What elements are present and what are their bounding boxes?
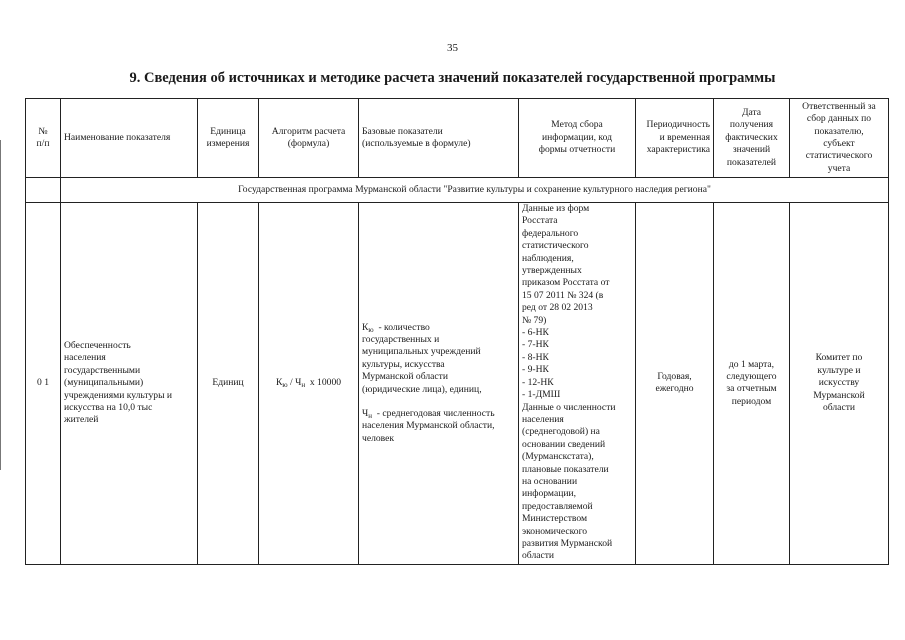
header-method: Метод сбора информации, код формы отчетности [519, 99, 636, 178]
section-title: 9. Сведения об источниках и методике расчета значений показателей государственной программы [129, 70, 776, 86]
base-indicators: $К_ю$ - количество государственных и муниципальных учреждений культуры, искусства Мурманской области (юридические лица), единиц, $Ч_н$ - среднегодовая численность населения Мурманской области, человек [359, 203, 519, 565]
page-number: 35 [447, 42, 458, 54]
header-unit: Единица измерения [198, 99, 259, 178]
indicators-table [25, 98, 889, 565]
periodicity: Годовая, ежегодно [636, 203, 714, 565]
header-periodicity: Периодичность и временная характеристика [636, 99, 714, 178]
data-receipt-date: до 1 марта, следующего за отчетным периодом [714, 203, 790, 565]
algorithm-formula: $К_ю / Ч_н$ х 10000 [259, 203, 359, 565]
indicator-name: Обеспеченность населения государственными (муниципальными) учреждениями культуры и искусства на 10,0 тыс жителей [61, 203, 198, 565]
program-name: Государственная программа Мурманской области "Развитие культуры и сохранение культурного наследия региона" [61, 178, 889, 203]
scan-edge-line [0, 140, 1, 470]
responsible-body: Комитет по культуре и искусству Мурманской области [790, 203, 889, 565]
table-row [26, 203, 889, 565]
header-num: № п/п [26, 99, 61, 178]
header-algorithm: Алгоритм расчета (формула) [259, 99, 359, 178]
header-indicator-name: Наименование показателя [61, 99, 198, 178]
collection-method: Данные из форм Росстата федерального статистического наблюдения, утвержденных приказом Росстата от 15 07 2011 № 324 (в ред от 28 02 2013 № 79) - 6-НК - 7-НК - 8-НК - 9-НК - 12-НК - 1-ДМШ Данные о численности населения (среднегодовой) на основании сведений (Мурманскстата), плановые показатели на основании информации, предоставляемой Министерством экономического развития Мурманской области [519, 203, 636, 565]
header-base-indicators: Базовые показатели (используемые в формуле) [359, 99, 519, 178]
program-row-blank-cell [26, 178, 61, 203]
row-number: 0 1 [26, 203, 61, 565]
header-date: Дата получения фактических значений показателей [714, 99, 790, 178]
unit-of-measure: Единиц [198, 203, 259, 565]
header-responsible: Ответственный за сбор данных по показателю, субъект статистического учета [790, 99, 889, 178]
table-header-row [26, 99, 889, 178]
program-row [26, 178, 889, 203]
